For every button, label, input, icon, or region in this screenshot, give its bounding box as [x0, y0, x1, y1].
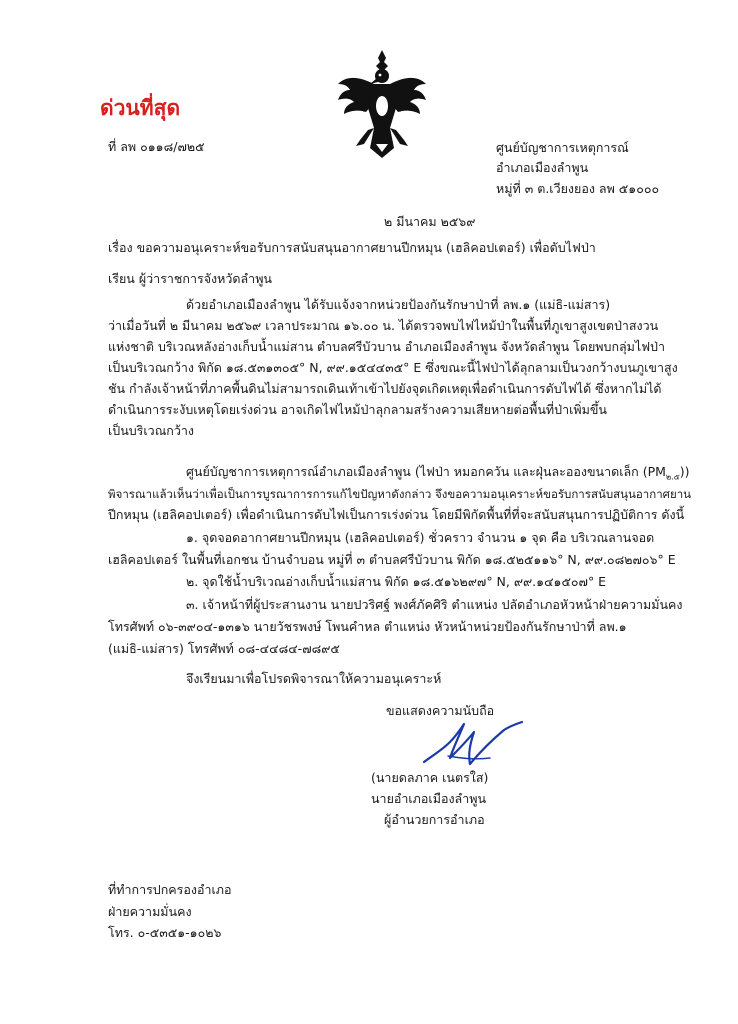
paragraph1-line: ว่าเมื่อวันที่ ๒ มีนาคม ๒๕๖๙ เวลาประมาณ ๑๖.๐๐ น. ได้ตรวจพบไฟไหม้ป่าในพื้นที่ภูเขาสูงเขตป่าสงวน — [108, 318, 659, 333]
paragraph1-line: แห่งชาติ บริเวณหลังอ่างเก็บน้ำแม่สาน ตำบลศรีบัวบาน อำเภอเมืองลำพูน จังหวัดลำพูน โดยพบกลุ่มไฟป่า — [108, 339, 666, 354]
footer-phone: โทร. ๐-๕๓๕๑-๑๐๒๖ — [108, 925, 222, 940]
paragraph2-text: ศูนย์บัญชาการเหตุการณ์อำเภอเมืองลำพูน (ไฟป่า หมอกควัน และฝุ่นละอองขนาดเล็ก (PM — [186, 464, 666, 479]
subject-line: เรื่อง ขอความอนุเคราะห์ขอรับการสนับสนุนอากาศยานปีกหมุน (เฮลิคอปเตอร์) เพื่อดับไฟป่า — [108, 240, 596, 255]
paragraph2-line: ปีกหมุน (เฮลิคอปเตอร์) เพื่อดำเนินการดับไฟเป็นการเร่งด่วน โดยมีพิกัดพื้นที่ที่จะสนับสนุนการปฏิบัติการ ดังนี้ — [108, 507, 685, 522]
paragraph1-line: เป็นบริเวณกว้าง พิกัด ๑๘.๕๓๑๓๐๕° N, ๙๙.๑๕๔๔๓๕° E ซึ่งขณะนี้ไฟป่าได้ลุกลามเป็นวงกว้างบนภูเขาสูง — [108, 360, 678, 375]
closing-request: จึงเรียนมาเพื่อโปรดพิจารณาให้ความอนุเคราะห์ — [186, 671, 442, 686]
list-item: ๒. จุดใช้น้ำบริเวณอ่างเก็บน้ำแม่สาน พิกัด ๑๘.๕๑๖๒๙๗° N, ๙๙.๑๔๑๕๐๗° E — [186, 574, 607, 589]
complimentary-close: ขอแสดงความนับถือ — [386, 703, 495, 718]
footer-office: ที่ทำการปกครองอำเภอ — [108, 882, 232, 897]
list-item: (แม่ธิ-แม่สาร) โทรศัพท์ ๐๘-๔๔๘๔-๗๘๙๕ — [108, 641, 340, 656]
paragraph1-line: เป็นบริเวณกว้าง — [108, 423, 194, 438]
paragraph1-line: ดำเนินการระงับเหตุโดยเร่งด่วน อาจเกิดไฟไหม้ป่าลุกลามสร้างความเสียหายต่อพื้นที่ป่าเพิ่มขึ้น — [108, 402, 607, 417]
sender-address-line-2: อำเภอเมืองลำพูน — [496, 160, 589, 175]
footer-department: ฝ่ายความมั่นคง — [108, 904, 192, 919]
handwritten-signature — [420, 712, 530, 772]
signer-title: นายอำเภอเมืองลำพูน — [371, 791, 487, 806]
paragraph2-line: พิจารณาแล้วเห็นว่าเพื่อเป็นการบูรณาการการแก้ไขปัญหาดังกล่าว จึงขอความอนุเคราะห์ขอรับการสนับสนุนอากาศยาน — [108, 487, 692, 501]
signer-name: (นายดลภาค เนตรใส) — [371, 770, 489, 785]
pm-suffix: )) — [679, 464, 690, 479]
paragraph1-line: ด้วยอำเภอเมืองลำพูน ได้รับแจ้งจากหน่วยป้องกันรักษาป่าที่ ลพ.๑ (แม่ธิ-แม่สาร) — [186, 297, 611, 312]
sender-address-line-1: ศูนย์บัญชาการเหตุการณ์ — [496, 140, 629, 155]
pm-subscript: ๒.๕ — [665, 472, 680, 482]
recipient-line: เรียน ผู้ว่าราชการจังหวัดลำพูน — [108, 271, 272, 286]
list-item: โทรศัพท์ ๐๖-๓๙๐๔-๑๓๑๖ นายวัชรพงษ์ โพนคำหล ตำแหน่ง หัวหน้าหน่วยป้องกันรักษาป่าที่ ลพ.๑ — [108, 619, 627, 634]
paragraph1-line: ชัน กำลังเจ้าหน้าที่ภาคพื้นดินไม่สามารถเดินเท้าเข้าไปยังจุดเกิดเหตุเพื่อดำเนินการดับไฟได้ ซึ่งหากไม่ได้ — [108, 381, 662, 396]
list-item: ๑. จุดจอดอากาศยานปีกหมุน (เฮลิคอปเตอร์) ชั่วคราว จำนวน ๑ จุด คือ บริเวณลานจอด — [186, 530, 655, 545]
signer-title-2: ผู้อำนวยการอำเภอ — [384, 812, 485, 827]
list-item: ๓. เจ้าหน้าที่ผู้ประสานงาน นายปวริศฐ์ พงศ์ภัคศิริ ตำแหน่ง ปลัดอำเภอหัวหน้าฝ่ายความมั่นคง — [186, 597, 683, 612]
sender-address-line-3: หมู่ที่ ๓ ต.เวียงยอง ลพ ๕๑๐๐๐ — [496, 181, 660, 196]
list-item: เฮลิคอปเตอร์ ในพื้นที่เอกชน บ้านจำบอน หมู่ที่ ๓ ตำบลศรีบัวบาน พิกัด ๑๘.๕๒๕๑๑๖° N, ๙๙.๐๘๒๗๐๖° E — [108, 552, 676, 567]
paragraph2-line — [186, 464, 690, 486]
document-number: ที่ ลพ ๐๑๑๘/๗๒๕ — [108, 139, 205, 154]
urgency-label: ด่วนที่สุด — [100, 96, 181, 120]
garuda-emblem-icon — [334, 48, 430, 160]
letter-date: ๒ มีนาคม ๒๕๖๙ — [384, 214, 476, 229]
